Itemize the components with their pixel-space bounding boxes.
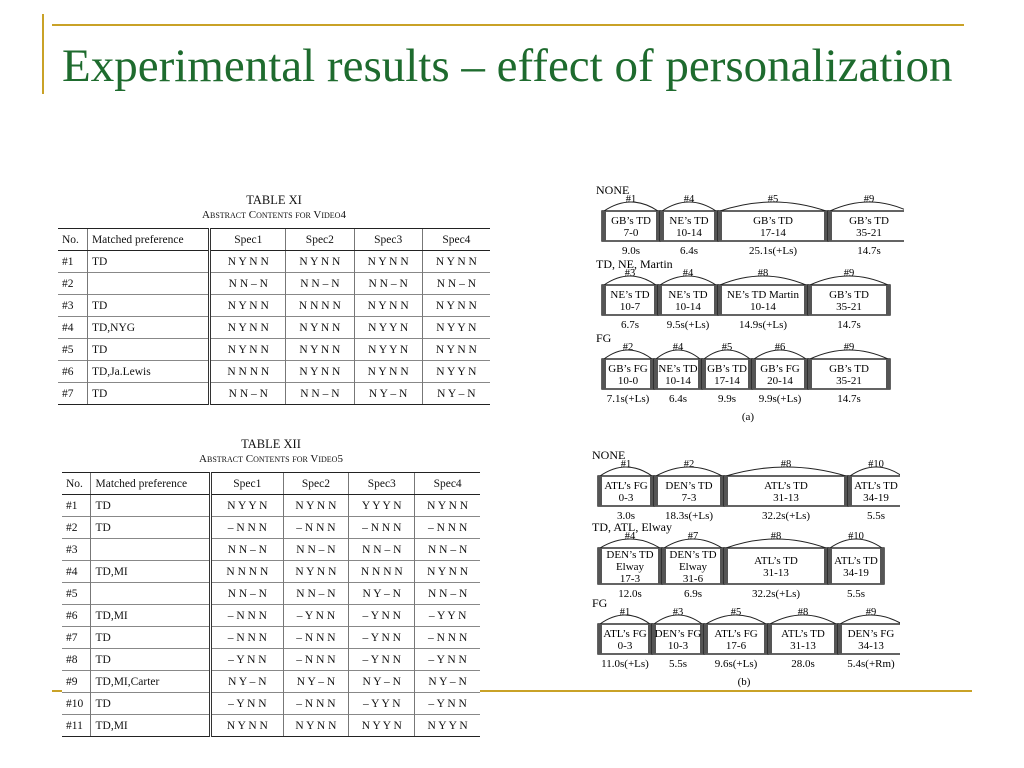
segment-duration: 32.2s(+Ls) — [751, 588, 801, 600]
table-xii-cell: #5 — [62, 583, 91, 605]
segment-edge — [704, 624, 708, 654]
table-xii-cell: – Y N N — [415, 649, 480, 671]
table-xii-cell: N Y N N — [283, 495, 349, 517]
segment-text: DEN’s FG — [654, 628, 702, 640]
table-xi-cell: N Y N N — [210, 317, 286, 339]
segment-text: 10-7 — [619, 301, 641, 313]
segment-text: GB’s FG — [760, 363, 800, 375]
timeline-diagram-a-svg — [592, 180, 904, 425]
table-xi-cell: N N – N — [210, 383, 286, 405]
table-xii-cell: N N – N — [415, 539, 480, 561]
table-row — [58, 273, 490, 295]
segment-text: 10-14 — [665, 375, 691, 387]
table-xi-cell: N N – N — [210, 273, 286, 295]
table-xii-cell: TD,MI — [91, 715, 211, 737]
table-xii-cell: N Y – N — [283, 671, 349, 693]
table-row — [62, 605, 480, 627]
segment-number: #4 — [672, 342, 684, 353]
segment-text: 10-14 — [676, 227, 702, 239]
table-xi-cell: TD — [87, 251, 210, 273]
left-rule — [42, 14, 44, 94]
section-label: TD, NE, Martin — [596, 257, 673, 271]
segment-duration: 9.5s(+Ls) — [666, 319, 710, 331]
table-xii-header-0: No. — [62, 473, 91, 495]
table-row — [58, 295, 490, 317]
table-xi-cell: N Y N N — [286, 251, 354, 273]
table-xii-cell: N Y N N — [415, 495, 480, 517]
segment-text: DEN’s TD — [606, 549, 654, 561]
table-xii-cell: N N – N — [211, 539, 283, 561]
table-xii-cell: N N – N — [415, 583, 480, 605]
segment-edge — [838, 624, 842, 654]
segment-text: GB’s TD — [753, 215, 793, 227]
segment-number: #9 — [865, 607, 877, 618]
top-rule — [52, 24, 964, 26]
timeline-diagram-a — [592, 180, 904, 425]
table-xi-cell: N Y N N — [422, 339, 490, 361]
segment-duration: 14.7s — [837, 319, 861, 331]
segment-number: #8 — [757, 268, 769, 279]
segment-text: 10-14 — [675, 301, 701, 313]
diagram-caption: (b) — [737, 676, 751, 688]
table-xi-caption: TABLE XI — [246, 193, 302, 207]
table-xii-cell: – N N N — [283, 627, 349, 649]
segment-text: 7-3 — [681, 492, 697, 504]
table-xi-cell: N Y N N — [354, 361, 422, 383]
segment-number: #1 — [620, 459, 632, 470]
table-xi-cell: N N – N — [422, 273, 490, 295]
table-xii-cell: N Y Y N — [415, 715, 480, 737]
table-xii-cell: – N N N — [415, 517, 480, 539]
table-xii-cell: N Y N N — [211, 715, 283, 737]
segment-text: Elway — [678, 561, 708, 573]
table-xi-cell: TD — [87, 295, 210, 317]
table-xii-cell: – N N N — [211, 627, 283, 649]
table-xii-cell: – Y Y N — [415, 605, 480, 627]
table-row — [58, 339, 490, 361]
table-xi-cell: N N N N — [210, 361, 286, 383]
segment-number: #5 — [721, 342, 733, 353]
table-xi-cell: #1 — [58, 251, 87, 273]
segment-edge — [724, 476, 728, 506]
segment-edge — [768, 624, 772, 654]
segment-edge — [808, 359, 812, 389]
table-xii-cell: – Y N N — [349, 605, 415, 627]
segment-number: #4 — [683, 194, 695, 205]
segment-number: #1 — [625, 194, 637, 205]
segment-number: #4 — [682, 268, 694, 279]
segment-text: 0-3 — [618, 492, 634, 504]
table-xi — [58, 193, 490, 405]
table-xii-header-5: Spec4 — [415, 473, 480, 495]
table-row — [58, 251, 490, 273]
section-label: NONE — [596, 183, 630, 197]
table-xi-grid — [58, 228, 490, 405]
segment-text: 17-6 — [725, 640, 747, 652]
segment-edge — [886, 359, 890, 389]
segment-edge — [654, 476, 658, 506]
segment-edge — [660, 211, 664, 241]
segment-number: #8 — [780, 459, 792, 470]
table-xii-cell: N N – N — [349, 539, 415, 561]
table-xii-cell: N Y – N — [211, 671, 283, 693]
table-xii-cell: N Y – N — [349, 671, 415, 693]
section-label: FG — [596, 331, 612, 345]
segment-edge — [718, 211, 722, 241]
table-row — [58, 317, 490, 339]
segment-number: #8 — [770, 531, 782, 542]
table-xii-cell: N N – N — [283, 583, 349, 605]
table-xi-header-5: Spec4 — [422, 229, 490, 251]
segment-text: 34-13 — [858, 640, 884, 652]
segment-text: 31-13 — [763, 567, 789, 579]
segment-text: 0-3 — [617, 640, 633, 652]
segment-duration: 5.5s — [866, 510, 886, 522]
table-xi-cell: N N N N — [286, 295, 354, 317]
table-row — [62, 671, 480, 693]
table-xi-cell: N Y – N — [354, 383, 422, 405]
segment-text: 7-0 — [623, 227, 639, 239]
table-xii-cell: #10 — [62, 693, 91, 715]
table-xi-cell: N Y N N — [286, 317, 354, 339]
table-xii-cell: – N N N — [211, 605, 283, 627]
table-xii-cell: #2 — [62, 517, 91, 539]
segment-number: #7 — [687, 531, 699, 542]
table-xii-cell: – Y N N — [211, 693, 283, 715]
table-xii-cell: – N N N — [283, 649, 349, 671]
segment-text: ATL’s TD — [781, 628, 825, 640]
segment-text: DEN’s TD — [669, 549, 717, 561]
segment-text: ATL’s FG — [714, 628, 758, 640]
table-row — [58, 361, 490, 383]
segment-edge — [808, 285, 812, 315]
table-xi-cell: N Y N N — [422, 295, 490, 317]
table-xi-cell: TD — [87, 339, 210, 361]
table-xi-header-3: Spec2 — [286, 229, 354, 251]
table-xii-cell: #1 — [62, 495, 91, 517]
segment-edge — [658, 285, 662, 315]
table-xii-cell: – Y N N — [349, 627, 415, 649]
segment-text: 17-14 — [714, 375, 740, 387]
table-xi-cell: N Y N N — [210, 251, 286, 273]
table-xii-cell: Y Y Y N — [349, 495, 415, 517]
segment-text: ATL’s TD — [834, 555, 878, 567]
segment-number: #1 — [619, 607, 631, 618]
segment-text: 20-14 — [767, 375, 793, 387]
table-xi-cell: N Y N N — [210, 339, 286, 361]
table-xii-cell: N Y – N — [349, 583, 415, 605]
segment-edge — [886, 285, 890, 315]
segment-text: 10-14 — [750, 301, 776, 313]
table-xii-header-3: Spec2 — [283, 473, 349, 495]
segment-duration: 6.7s — [620, 319, 640, 331]
timeline-diagram-b — [588, 445, 900, 690]
segment-number: #6 — [774, 342, 786, 353]
table-xi-cell: #2 — [58, 273, 87, 295]
segment-number: #5 — [730, 607, 742, 618]
table-xii-cell: #7 — [62, 627, 91, 649]
table-xi-cell: #7 — [58, 383, 87, 405]
table-xii-cell: – N N N — [283, 693, 349, 715]
table-xi-cell: N Y N N — [210, 295, 286, 317]
segment-edge — [828, 211, 832, 241]
segment-duration: 7.1s(+Ls) — [606, 393, 650, 405]
segment-duration: 12.0s — [618, 588, 642, 600]
table-xi-cell: N Y N N — [422, 251, 490, 273]
table-xii-subtitle: Abstract Contents for Video5 — [199, 453, 343, 465]
segment-number: #4 — [624, 531, 636, 542]
table-xii-cell: #6 — [62, 605, 91, 627]
table-row — [58, 383, 490, 405]
table-xi-cell: TD,NYG — [87, 317, 210, 339]
table-xii-cell: TD — [91, 693, 211, 715]
segment-duration: 18.3s(+Ls) — [664, 510, 714, 522]
segment-text: 10-0 — [617, 375, 639, 387]
table-xii-cell: N Y – N — [415, 671, 480, 693]
segment-text: 31-13 — [790, 640, 816, 652]
table-xii-cell: TD — [91, 517, 211, 539]
segment-text: GB’s TD — [829, 363, 869, 375]
table-xi-cell: N N – N — [354, 273, 422, 295]
table-xii-cell: N Y N N — [283, 561, 349, 583]
table-xii-cell: – Y N N — [283, 605, 349, 627]
segment-duration: 9.0s — [621, 245, 641, 257]
segment-edge — [602, 211, 606, 241]
table-xii-cell: N N – N — [283, 539, 349, 561]
segment-text: ATL’s FG — [604, 480, 648, 492]
segment-text: ATL’s FG — [603, 628, 647, 640]
segment-text: NE’s TD — [668, 289, 708, 301]
segment-edge — [718, 285, 722, 315]
segment-text: GB’s TD — [611, 215, 651, 227]
table-xi-cell: N Y Y N — [422, 317, 490, 339]
table-xii-cell: N N N N — [349, 561, 415, 583]
table-xii-cell: TD,MI — [91, 605, 211, 627]
segment-number: #2 — [683, 459, 695, 470]
segment-number: #8 — [797, 607, 809, 618]
table-xi-cell: N Y Y N — [422, 361, 490, 383]
table-xi-cell: N Y N N — [354, 295, 422, 317]
segment-edge — [598, 624, 602, 654]
segment-text: GB’s TD — [707, 363, 747, 375]
segment-text: ATL’s TD — [754, 555, 798, 567]
segment-duration: 32.2s(+Ls) — [761, 510, 811, 522]
segment-edge — [828, 548, 832, 584]
table-xi-cell: N Y N N — [286, 361, 354, 383]
segment-text: Elway — [615, 561, 645, 573]
segment-duration: 5.4s(+Rm) — [847, 658, 895, 670]
segment-text: ATL’s TD — [764, 480, 808, 492]
table-row — [62, 627, 480, 649]
table-xii-cell: N Y Y N — [211, 495, 283, 517]
segment-text: 35-21 — [836, 301, 862, 313]
segment-text: NE’s TD — [610, 289, 650, 301]
segment-edge — [724, 548, 728, 584]
table-xii-cell: TD — [91, 649, 211, 671]
table-xi-header-2: Spec1 — [210, 229, 286, 251]
segment-text: NE’s TD — [658, 363, 698, 375]
segment-duration: 9.9s — [717, 393, 737, 405]
segment-edge — [752, 359, 756, 389]
segment-number: #10 — [848, 531, 864, 542]
table-xii-grid — [62, 472, 480, 737]
table-row — [62, 539, 480, 561]
segment-text: 35-21 — [856, 227, 882, 239]
table-xi-header-4: Spec3 — [354, 229, 422, 251]
table-xii — [62, 437, 480, 737]
table-xii-header-4: Spec3 — [349, 473, 415, 495]
table-row — [62, 517, 480, 539]
segment-number: #2 — [622, 342, 634, 353]
table-xii-cell: N Y N N — [283, 715, 349, 737]
segment-number: #9 — [863, 194, 875, 205]
table-xi-header-0: No. — [58, 229, 87, 251]
table-row — [62, 583, 480, 605]
table-xii-cell: – Y N N — [349, 649, 415, 671]
segment-duration: 11.0s(+Ls) — [601, 658, 649, 670]
segment-text: NE’s TD — [669, 215, 709, 227]
segment-text: 34-19 — [863, 492, 889, 504]
segment-duration: 5.5s — [668, 658, 688, 670]
table-xi-cell: N Y – N — [422, 383, 490, 405]
table-xii-cell: – N N N — [415, 627, 480, 649]
table-xii-cell: – N N N — [283, 517, 349, 539]
table-xi-cell: N Y N N — [354, 251, 422, 273]
segment-text: ATL’s TD — [854, 480, 898, 492]
slide-title: Experimental results – effect of personalization — [62, 40, 953, 92]
segment-number: #9 — [843, 342, 855, 353]
segment-number: #3 — [672, 607, 684, 618]
segment-text: 31-6 — [682, 573, 704, 585]
section-label: TD, ATL, Elway — [592, 520, 672, 534]
segment-text: DEN’s TD — [665, 480, 713, 492]
table-xii-caption: TABLE XII — [241, 437, 301, 451]
segment-edge — [598, 548, 602, 584]
table-xii-cell: #9 — [62, 671, 91, 693]
table-xii-cell: – N N N — [349, 517, 415, 539]
table-xii-cell: #4 — [62, 561, 91, 583]
table-xii-cell: N N N N — [211, 561, 283, 583]
segment-text: 35-21 — [836, 375, 862, 387]
segment-duration: 25.1s(+Ls) — [748, 245, 798, 257]
timeline-diagram-b-svg — [588, 445, 900, 690]
table-xi-cell: #5 — [58, 339, 87, 361]
table-xi-cell: TD,Ja.Lewis — [87, 361, 210, 383]
table-xi-cell: N Y N N — [286, 339, 354, 361]
segment-number: #3 — [624, 268, 636, 279]
table-row — [62, 649, 480, 671]
table-xi-cell: N Y Y N — [354, 339, 422, 361]
segment-duration: 6.4s — [668, 393, 688, 405]
table-xii-cell: – Y N N — [211, 649, 283, 671]
table-xi-cell: TD — [87, 383, 210, 405]
table-xii-cell: TD,MI — [91, 561, 211, 583]
segment-text: GB’s TD — [849, 215, 889, 227]
diagram-caption: (a) — [741, 411, 755, 423]
segment-duration: 14.7s — [857, 245, 881, 257]
segment-duration: 9.9s(+Ls) — [758, 393, 802, 405]
table-xii-cell: N Y N N — [415, 561, 480, 583]
table-xii-cell: TD — [91, 627, 211, 649]
segment-duration: 6.4s — [679, 245, 699, 257]
segment-edge — [598, 476, 602, 506]
table-xi-cell: N Y Y N — [354, 317, 422, 339]
section-label: NONE — [592, 448, 626, 462]
table-xii-cell: TD — [91, 495, 211, 517]
segment-edge — [662, 548, 666, 584]
segment-text: 10-3 — [667, 640, 689, 652]
table-xi-cell: N N – N — [286, 383, 354, 405]
segment-number: #10 — [868, 459, 884, 470]
table-xi-cell: #4 — [58, 317, 87, 339]
segment-edge — [654, 359, 658, 389]
table-xii-cell: TD,MI,Carter — [91, 671, 211, 693]
segment-edge — [602, 359, 606, 389]
table-xii-cell: N Y Y N — [349, 715, 415, 737]
segment-edge — [602, 285, 606, 315]
segment-number: #9 — [843, 268, 855, 279]
table-xii-header-2: Spec1 — [211, 473, 283, 495]
table-xii-cell: #8 — [62, 649, 91, 671]
segment-number: #5 — [767, 194, 779, 205]
table-xi-subtitle: Abstract Contents for Video4 — [202, 209, 346, 221]
segment-text: NE’s TD Martin — [727, 289, 799, 301]
table-row — [62, 561, 480, 583]
segment-duration: 6.9s — [683, 588, 703, 600]
table-row — [62, 693, 480, 715]
table-xi-cell — [87, 273, 210, 295]
segment-duration: 3.0s — [616, 510, 636, 522]
segment-duration: 28.0s — [791, 658, 815, 670]
table-xii-cell: – N N N — [211, 517, 283, 539]
table-xii-cell — [91, 583, 211, 605]
table-xi-header-1: Matched preference — [87, 229, 210, 251]
table-xii-cell: – Y N N — [415, 693, 480, 715]
table-xi-cell: #3 — [58, 295, 87, 317]
table-xii-cell: #11 — [62, 715, 91, 737]
segment-text: GB’s TD — [829, 289, 869, 301]
segment-text: 34-19 — [843, 567, 869, 579]
segment-edge — [848, 476, 852, 506]
segment-text: 17-3 — [619, 573, 641, 585]
table-xii-cell: N N – N — [211, 583, 283, 605]
segment-duration: 14.9s(+Ls) — [738, 319, 788, 331]
segment-duration: 9.6s(+Ls) — [714, 658, 758, 670]
section-label: FG — [592, 596, 608, 610]
segment-text: 17-14 — [760, 227, 786, 239]
table-row — [62, 495, 480, 517]
table-xii-cell — [91, 539, 211, 561]
segment-duration: 5.5s — [846, 588, 866, 600]
segment-text: 31-13 — [773, 492, 799, 504]
table-xii-cell: – Y Y N — [349, 693, 415, 715]
table-xii-header-1: Matched preference — [91, 473, 211, 495]
table-xi-cell: #6 — [58, 361, 87, 383]
segment-text: DEN’s FG — [847, 628, 895, 640]
segment-duration: 14.7s — [837, 393, 861, 405]
table-xi-cell: N N – N — [286, 273, 354, 295]
table-xii-cell: #3 — [62, 539, 91, 561]
segment-edge — [702, 359, 706, 389]
segment-edge — [880, 548, 884, 584]
segment-text: GB’s FG — [608, 363, 648, 375]
table-row — [62, 715, 480, 737]
